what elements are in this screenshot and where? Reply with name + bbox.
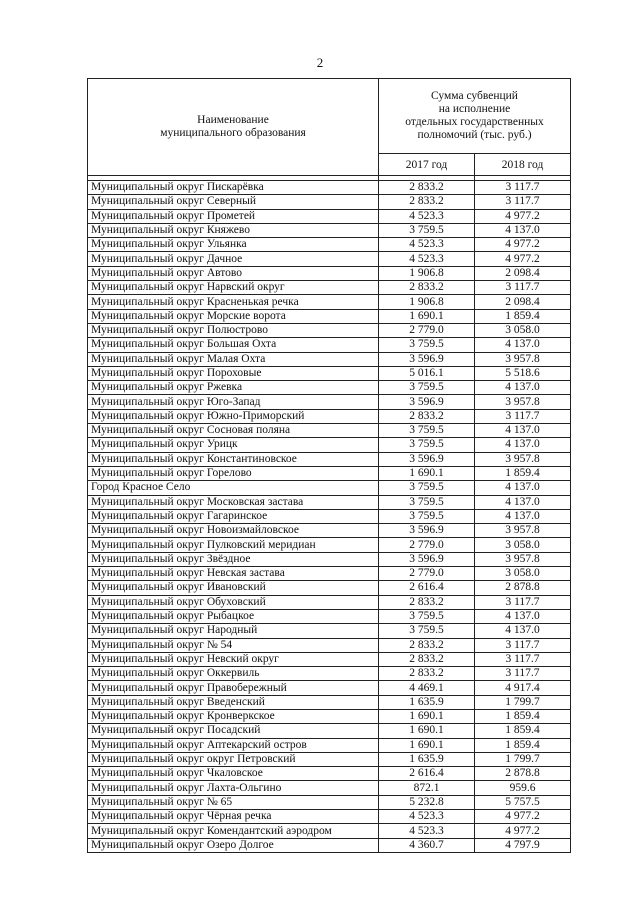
subvention-2017-cell: 1 690.1 (379, 466, 475, 480)
municipality-name-cell: Муниципальный округ Красненькая речка (88, 295, 379, 309)
table-row (88, 795, 571, 809)
table-row (88, 252, 571, 266)
subvention-2017-cell: 3 759.5 (379, 495, 475, 509)
municipality-name-cell: Муниципальный округ Лахта-Ольгино (88, 781, 379, 795)
subvention-2018-cell: 3 117.7 (475, 638, 571, 652)
municipality-name-cell: Город Красное Село (88, 481, 379, 495)
subvention-2017-cell: 3 596.9 (379, 552, 475, 566)
subvention-2018-cell: 3 957.8 (475, 452, 571, 466)
subvention-2017-cell: 2 833.2 (379, 281, 475, 295)
municipality-name-cell: Муниципальный округ Княжево (88, 223, 379, 237)
subvention-2018-cell: 4 977.2 (475, 810, 571, 824)
table-row (88, 738, 571, 752)
subvention-2017-cell: 3 759.5 (379, 438, 475, 452)
municipality-name-cell: Муниципальный округ Невский округ (88, 652, 379, 666)
subvention-2018-cell: 4 977.2 (475, 252, 571, 266)
table-row (88, 695, 571, 709)
table-row (88, 724, 571, 738)
municipality-name-cell: Муниципальный округ Новоизмайловское (88, 524, 379, 538)
table-row (88, 595, 571, 609)
subvention-2018-cell: 3 957.8 (475, 352, 571, 366)
municipality-name-cell: Муниципальный округ Полюстрово (88, 323, 379, 337)
subvention-2017-cell: 3 596.9 (379, 524, 475, 538)
subvention-2018-cell: 4 137.0 (475, 438, 571, 452)
table-row (88, 323, 571, 337)
header-subvention-sum: Сумма субвенций на исполнение отдельных государственных полномочий (тыс. руб.) (379, 79, 571, 154)
table-row (88, 238, 571, 252)
table-row (88, 567, 571, 581)
table-row (88, 466, 571, 480)
municipality-name-cell: Муниципальный округ Нарвский округ (88, 281, 379, 295)
table-row (88, 609, 571, 623)
subvention-2018-cell: 3 058.0 (475, 538, 571, 552)
subvention-2018-cell: 2 098.4 (475, 266, 571, 280)
subvention-2017-cell: 4 523.3 (379, 209, 475, 223)
subvention-2018-cell: 3 117.7 (475, 667, 571, 681)
subvention-2017-cell: 2 833.2 (379, 595, 475, 609)
table-row (88, 767, 571, 781)
municipality-name-cell: Муниципальный округ Прометей (88, 209, 379, 223)
table-row (88, 509, 571, 523)
subvention-2017-cell: 2 779.0 (379, 538, 475, 552)
subvention-2018-cell: 4 917.4 (475, 681, 571, 695)
table-row (88, 352, 571, 366)
subvention-2018-cell: 1 859.4 (475, 309, 571, 323)
table-row (88, 581, 571, 595)
table-row (88, 681, 571, 695)
subvention-2017-cell: 2 833.2 (379, 652, 475, 666)
subvention-2018-cell: 4 977.2 (475, 824, 571, 838)
municipality-name-cell: Муниципальный округ Константиновское (88, 452, 379, 466)
municipality-name-cell: Муниципальный округ Южно-Приморский (88, 409, 379, 423)
municipality-name-cell: Муниципальный округ Оккервиль (88, 667, 379, 681)
subvention-2018-cell: 3 957.8 (475, 395, 571, 409)
municipality-name-cell: Муниципальный округ Горелово (88, 466, 379, 480)
header-year-2017: 2017 год (379, 154, 475, 176)
table-row (88, 752, 571, 766)
subvention-2017-cell: 1 906.8 (379, 266, 475, 280)
subvention-2017-cell: 2 779.0 (379, 567, 475, 581)
municipality-name-cell: Муниципальный округ Кронверкское (88, 709, 379, 723)
subvention-2017-cell: 1 690.1 (379, 709, 475, 723)
subvention-2017-cell: 3 596.9 (379, 452, 475, 466)
subvention-2017-cell: 2 779.0 (379, 323, 475, 337)
subvention-2017-cell: 5 232.8 (379, 795, 475, 809)
subvention-2018-cell: 1 799.7 (475, 752, 571, 766)
subvention-2017-cell: 1 690.1 (379, 724, 475, 738)
subvention-2018-cell: 3 117.7 (475, 652, 571, 666)
table-row (88, 481, 571, 495)
subvention-2018-cell: 1 859.4 (475, 709, 571, 723)
table-row (88, 181, 571, 195)
subvention-2018-cell: 1 859.4 (475, 724, 571, 738)
subvention-2018-cell: 4 137.0 (475, 381, 571, 395)
municipality-name-cell: Муниципальный округ Комендантский аэродром (88, 824, 379, 838)
table-row (88, 652, 571, 666)
subvention-2017-cell: 2 833.2 (379, 181, 475, 195)
table-row (88, 495, 571, 509)
table-row (88, 781, 571, 795)
subvention-2018-cell: 4 137.0 (475, 223, 571, 237)
municipality-name-cell: Муниципальный округ Ульянка (88, 238, 379, 252)
subvention-2018-cell: 3 957.8 (475, 524, 571, 538)
municipality-name-cell: Муниципальный округ округ Петровский (88, 752, 379, 766)
municipality-name-cell: Муниципальный округ Обуховский (88, 595, 379, 609)
subvention-2018-cell: 4 137.0 (475, 424, 571, 438)
table-row (88, 395, 571, 409)
subvention-2018-cell: 3 058.0 (475, 323, 571, 337)
table-row (88, 667, 571, 681)
table-row (88, 209, 571, 223)
municipality-name-cell: Муниципальный округ Рыбацкое (88, 609, 379, 623)
subvention-2017-cell: 2 616.4 (379, 767, 475, 781)
subvention-2017-cell: 1 690.1 (379, 309, 475, 323)
subvention-2018-cell: 2 878.8 (475, 767, 571, 781)
table-row (88, 409, 571, 423)
municipality-name-cell: Муниципальный округ Введенский (88, 695, 379, 709)
table-row (88, 452, 571, 466)
subvention-2018-cell: 2 098.4 (475, 295, 571, 309)
subvention-2017-cell: 1 635.9 (379, 752, 475, 766)
subvention-2018-cell: 3 117.7 (475, 181, 571, 195)
subvention-2018-cell: 3 117.7 (475, 195, 571, 209)
table-row (88, 524, 571, 538)
table-row (88, 338, 571, 352)
subvention-2017-cell: 3 759.5 (379, 609, 475, 623)
subvention-2017-cell: 872.1 (379, 781, 475, 795)
municipality-name-cell: Муниципальный округ Пискарёвка (88, 181, 379, 195)
table-row (88, 266, 571, 280)
subvention-2017-cell: 3 759.5 (379, 338, 475, 352)
municipality-name-cell: Муниципальный округ Большая Охта (88, 338, 379, 352)
municipality-name-cell: Муниципальный округ Северный (88, 195, 379, 209)
table-row (88, 223, 571, 237)
subvention-2018-cell: 959.6 (475, 781, 571, 795)
municipality-name-cell: Муниципальный округ Автово (88, 266, 379, 280)
subvention-2017-cell: 3 759.5 (379, 223, 475, 237)
table-row (88, 381, 571, 395)
municipality-name-cell: Муниципальный округ № 54 (88, 638, 379, 652)
subvention-2017-cell: 4 360.7 (379, 838, 475, 852)
subvention-2017-cell: 3 596.9 (379, 352, 475, 366)
table-row (88, 624, 571, 638)
subvention-2017-cell: 4 523.3 (379, 238, 475, 252)
table-header (88, 79, 571, 176)
subvention-2017-cell: 2 833.2 (379, 667, 475, 681)
municipality-name-cell: Муниципальный округ Посадский (88, 724, 379, 738)
table-row (88, 424, 571, 438)
subvention-2018-cell: 5 518.6 (475, 366, 571, 380)
municipality-name-cell: Муниципальный округ Московская застава (88, 495, 379, 509)
subvention-2017-cell: 4 523.3 (379, 824, 475, 838)
subvention-2018-cell: 4 137.0 (475, 624, 571, 638)
subvention-2018-cell: 4 137.0 (475, 509, 571, 523)
header-municipality-name: Наименование муниципального образования (88, 79, 379, 176)
subvention-2018-cell: 3 117.7 (475, 281, 571, 295)
subvention-2017-cell: 2 833.2 (379, 638, 475, 652)
municipality-name-cell: Муниципальный округ Ржевка (88, 381, 379, 395)
subvention-2017-cell: 3 596.9 (379, 395, 475, 409)
subvention-2018-cell: 4 977.2 (475, 209, 571, 223)
subvention-2018-cell: 4 137.0 (475, 495, 571, 509)
subvention-2018-cell: 3 117.7 (475, 595, 571, 609)
municipality-name-cell: Муниципальный округ № 65 (88, 795, 379, 809)
municipality-name-cell: Муниципальный округ Урицк (88, 438, 379, 452)
table-row (88, 538, 571, 552)
subvention-2018-cell: 2 878.8 (475, 581, 571, 595)
municipality-name-cell: Муниципальный округ Пулковский меридиан (88, 538, 379, 552)
table-row (88, 366, 571, 380)
table-body (88, 176, 571, 853)
municipality-name-cell: Муниципальный округ Гагаринское (88, 509, 379, 523)
subvention-2017-cell: 5 016.1 (379, 366, 475, 380)
municipality-name-cell: Муниципальный округ Чёрная речка (88, 810, 379, 824)
subvention-2017-cell: 1 635.9 (379, 695, 475, 709)
table-row (88, 709, 571, 723)
table-row (88, 838, 571, 852)
municipality-name-cell: Муниципальный округ Звёздное (88, 552, 379, 566)
subvention-2017-cell: 4 469.1 (379, 681, 475, 695)
subvention-2018-cell: 1 859.4 (475, 466, 571, 480)
subvention-2017-cell: 3 759.5 (379, 481, 475, 495)
subvention-2018-cell: 4 797.9 (475, 838, 571, 852)
municipality-name-cell: Муниципальный округ Сосновая поляна (88, 424, 379, 438)
table-row (88, 824, 571, 838)
subvention-2018-cell: 5 757.5 (475, 795, 571, 809)
municipality-name-cell: Муниципальный округ Малая Охта (88, 352, 379, 366)
municipality-name-cell: Муниципальный округ Дачное (88, 252, 379, 266)
subvention-2017-cell: 3 759.5 (379, 424, 475, 438)
municipality-name-cell: Муниципальный округ Юго-Запад (88, 395, 379, 409)
table-row (88, 438, 571, 452)
municipality-name-cell: Муниципальный округ Пороховые (88, 366, 379, 380)
subvention-2018-cell: 4 977.2 (475, 238, 571, 252)
subvention-2017-cell: 2 833.2 (379, 409, 475, 423)
subvention-2018-cell: 3 117.7 (475, 409, 571, 423)
table-row (88, 810, 571, 824)
subvention-2017-cell: 4 523.3 (379, 810, 475, 824)
municipality-name-cell: Муниципальный округ Невская застава (88, 567, 379, 581)
subvention-2017-cell: 1 690.1 (379, 738, 475, 752)
subvention-2017-cell: 3 759.5 (379, 624, 475, 638)
subvention-2017-cell: 4 523.3 (379, 252, 475, 266)
subvention-2018-cell: 1 799.7 (475, 695, 571, 709)
municipality-name-cell: Муниципальный округ Морские ворота (88, 309, 379, 323)
table-row (88, 309, 571, 323)
municipality-name-cell: Муниципальный округ Аптекарский остров (88, 738, 379, 752)
municipality-name-cell: Муниципальный округ Озеро Долгое (88, 838, 379, 852)
table-row (88, 281, 571, 295)
table-row (88, 295, 571, 309)
page-number: 2 (316, 55, 324, 70)
subvention-2018-cell: 4 137.0 (475, 338, 571, 352)
subventions-table (87, 78, 571, 853)
subvention-2017-cell: 2 833.2 (379, 195, 475, 209)
header-year-2018: 2018 год (475, 154, 571, 176)
municipality-name-cell: Муниципальный округ Ивановский (88, 581, 379, 595)
municipality-name-cell: Муниципальный округ Народный (88, 624, 379, 638)
table-row (88, 638, 571, 652)
subvention-2017-cell: 3 759.5 (379, 509, 475, 523)
subvention-2017-cell: 1 906.8 (379, 295, 475, 309)
subvention-2018-cell: 3 058.0 (475, 567, 571, 581)
subvention-2018-cell: 1 859.4 (475, 738, 571, 752)
table-row (88, 552, 571, 566)
municipality-name-cell: Муниципальный округ Чкаловское (88, 767, 379, 781)
subvention-2018-cell: 3 957.8 (475, 552, 571, 566)
subvention-2017-cell: 2 616.4 (379, 581, 475, 595)
subvention-2018-cell: 4 137.0 (475, 609, 571, 623)
subvention-2017-cell: 3 759.5 (379, 381, 475, 395)
table-row (88, 195, 571, 209)
subvention-2018-cell: 4 137.0 (475, 481, 571, 495)
municipality-name-cell: Муниципальный округ Правобережный (88, 681, 379, 695)
